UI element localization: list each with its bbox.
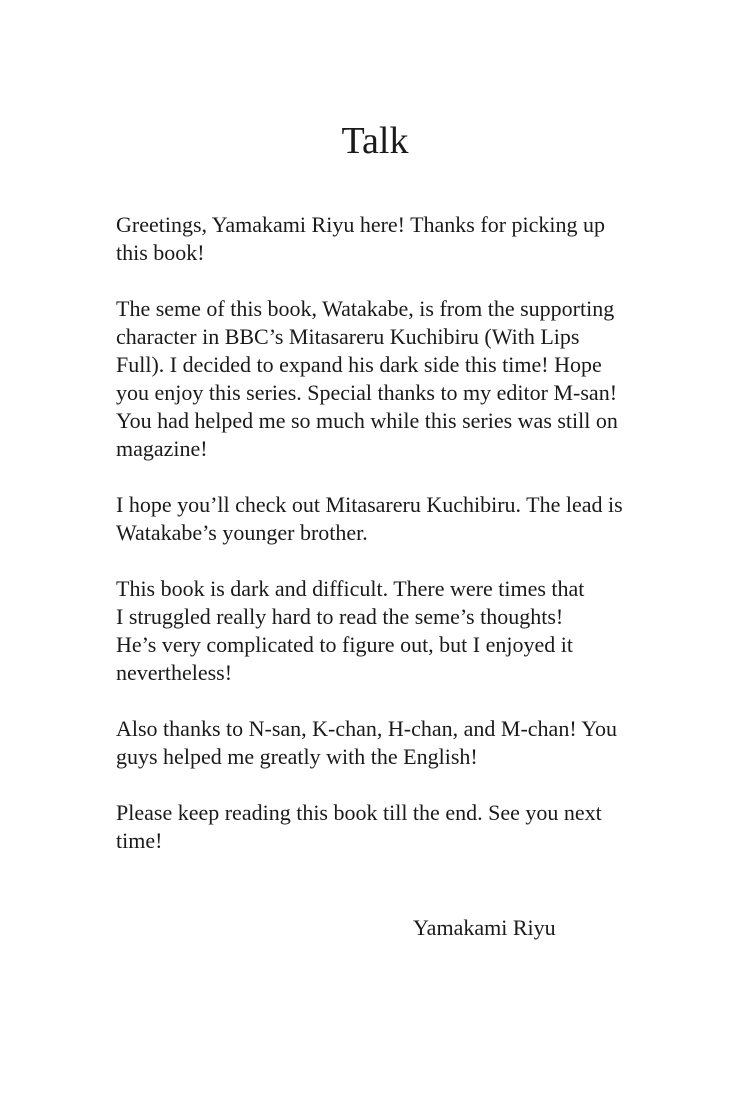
paragraph-greeting: Greetings, Yamakami Riyu here! Thanks for picking up this book! xyxy=(116,212,606,265)
paragraph-closing: Please keep reading this book till the end. See you next time! xyxy=(116,800,602,853)
page-title: Talk xyxy=(341,120,409,162)
paragraph-about-seme: The seme of this book, Watakabe, is from the supporting character in BBC’s Mitasareru Kuchibiru (With Lips Full). I decided to expand his dark side this time! Hope you enjoy this series. Special thanks to my editor M-san! You had helped me so much while this series was still on magazine! xyxy=(116,296,618,461)
paragraph-recommendation: I hope you’ll check out Mitasareru Kuchibiru. The lead is Watakabe’s younger brother. xyxy=(116,492,623,545)
paragraph-thanks: Also thanks to N-san, K-chan, H-chan, and M-chan! You guys helped me greatly with the English! xyxy=(116,716,618,769)
body-text xyxy=(116,211,676,883)
author-signature: Yamakami Riyu xyxy=(413,915,556,940)
paragraph-difficulty: This book is dark and difficult. There were times that I struggled really hard to read the seme’s thoughts! He’s very complicated to figure out, but I enjoyed it nevertheless! xyxy=(116,576,585,685)
